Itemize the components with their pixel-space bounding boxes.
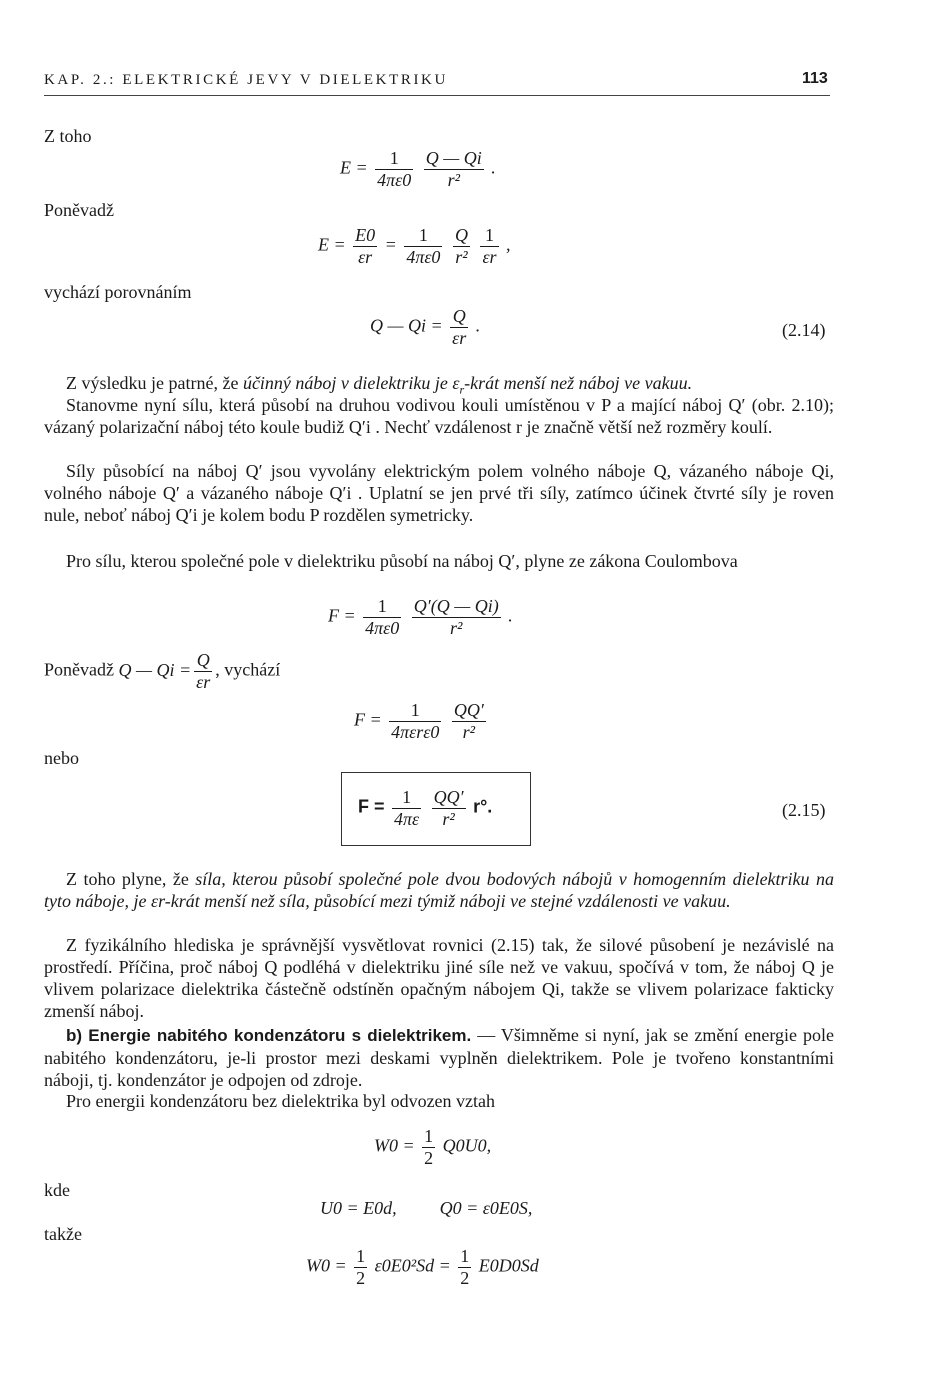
label-takze: takže	[44, 1224, 82, 1244]
equation-e8: W0 = $\frac{1}{2}$ Q0U0,	[374, 1126, 492, 1168]
fraction: $\frac{1}{\varepsilon r}$	[482, 225, 497, 267]
equation-e3: Q — Qi = $\frac{Q}{\varepsilon r}$ .	[370, 306, 481, 348]
label-ponevadz: Poněvadž	[44, 200, 114, 220]
fraction: $\frac{QQ'}{\text{r²}}$	[453, 700, 484, 742]
fraction: $\frac{1}{4\pi\varepsilon 0}$	[406, 225, 441, 267]
paragraph-8: Pro energii kondenzátoru bez dielektrika byl odvozen vztah	[66, 1091, 496, 1111]
fraction: $\frac{E0}{\varepsilon r}$	[355, 225, 376, 267]
page-number: 113	[802, 70, 828, 87]
label-vychazi-porovnanim: vychází porovnáním	[44, 282, 192, 302]
fraction: $\frac{Q}{\text{r²}}$	[454, 225, 468, 267]
equation-e10: W0 = $\frac{1}{2}$ ε0E0²Sd = $\frac{1}{2}$ E0D0Sd	[306, 1246, 539, 1288]
fraction: $\frac{Q}{\varepsilon r}$	[196, 650, 211, 692]
equation-e9: U0 = E0d, Q0 = ε0E0S,	[320, 1198, 533, 1218]
fraction: $\frac{1}{2}$	[356, 1246, 366, 1288]
label-z-toho: Z toho	[44, 126, 92, 146]
fraction: $\frac{Q — Qi}{\text{r²}}$	[425, 148, 482, 190]
fraction: $\frac{1}{2}$	[424, 1126, 434, 1168]
paragraph-6: Z fyzikálního hlediska je správnější vysvětlovat rovnici (2.15) tak, že silové působení je nezávislé na prostředí. Příčina, proč náboj Q podléhá v dielektriku jiné síle než ve vakuu, spočívá v tom, že náboj Q je vlivem polarizace dielektrika částečně odstíněn opačným nábojem Qi, takže se vlivem polarizace fakticky zmenší náboj.	[44, 935, 834, 1021]
paragraph-2: Stanovme nyní sílu, která působí na druhou vodivou kouli umístěnou v P a mající náboj Q′ (obr. 2.10); vázaný polarizační náboj této koule budiž Q′i . Nechť vzdálenost r je značně větší než rozměry koulí.	[44, 395, 834, 437]
label-kde: kde	[44, 1180, 70, 1200]
paragraph-5: Z toho plyne, že síla, kterou působí společné pole dvou bodových nábojů v homogenním dielektriku na tyto náboje, je εr-krát menší než síla, působící mezi týmiž náboji ve stejné vzdálenosti ve vakuu.	[44, 869, 834, 911]
label-ponevadz-2: Poněvadž Q — Qi = $\frac{Q}{\varepsilon r}$ , vychází	[44, 650, 281, 692]
paragraph-4: Pro sílu, kterou společné pole v dielektriku působí na náboj Q′, plyne ze zákona Coulombova	[66, 551, 738, 571]
fraction: $\frac{1}{2}$	[460, 1246, 470, 1288]
equation-e4: F = $\frac{1}{4\pi\varepsilon 0}$ $\frac{Q'(Q — Qi)}{\text{r²}}$ .	[328, 596, 513, 638]
paragraph-7: b) Energie nabitého kondenzátoru s dielektrikem. — Všimněme si nyní, jak se změní energie pole nabitého kondenzátoru, je-li prostor mezi deskami vyplněn dielektrikem. Pole je tvořeno konstantními náboji, tj. kondenzátor je odpojen od zdroje.	[44, 1025, 834, 1090]
paragraph-1: Z výsledku je patrné, že účinný náboj v dielektriku je $\varepsilon_r$-krát menší než náboj ve vakuu.	[66, 373, 693, 397]
label-nebo: nebo	[44, 748, 79, 768]
fraction: $\frac{Q}{\varepsilon r}$	[452, 306, 467, 348]
fraction: $\frac{1}{4\pi\varepsilon 0}$	[365, 596, 400, 638]
equation-e2: E = $\frac{E0}{\varepsilon r}$ = $\frac{1}{4\pi\varepsilon 0}$ $\frac{Q}{\text{r²}}$ $\frac{1}{\varepsilon r}$ ,	[318, 225, 511, 267]
fraction: $\frac{1}{4\pi\varepsilon 0}$	[377, 148, 412, 190]
fraction: $\frac{Q'(Q — Qi)}{\text{r²}}$	[413, 596, 499, 638]
equation-e1: E = $\frac{1}{4\pi\varepsilon 0}$ $\frac{Q — Qi}{\text{r²}}$ .	[340, 148, 496, 190]
equation-e7: F = $\frac{1}{4\pi\varepsilon}$ $\frac{QQ'}{\text{r²}}$ r°.	[358, 787, 493, 829]
equation-number-2-14: (2.14)	[782, 320, 826, 340]
header-rule	[44, 95, 830, 96]
equation-e6: F = $\frac{1}{\text{4πεrε0}}$ $\frac{QQ'}{\text{r²}}$	[354, 700, 484, 742]
equation-e5: Q — Qi = $\frac{Q}{\varepsilon r}$	[118, 650, 211, 692]
paragraph-3: Síly působící na náboj Q′ jsou vyvolány elektrickým polem volného náboje Q, vázaného náboje Qi, volného náboje Q′ a vázaného náboje Q′i . Uplatní se jen prvé tři síly, zatímco účinek čtvrté síly je roven nule, neboť náboj Q′i je kolem bodu P rozdělen symetricky.	[44, 461, 834, 525]
fraction: $\frac{QQ'}{\text{r²}}$	[433, 787, 464, 829]
fraction: $\frac{1}{4\pi\varepsilon}$	[394, 787, 420, 829]
running-header: KAP. 2.: ELEKTRICKÉ JEVY V DIELEKTRIKU	[44, 72, 448, 88]
fraction: $\frac{1}{\text{4πεrε0}}$	[391, 700, 440, 742]
equation-number-2-15: (2.15)	[782, 800, 826, 820]
